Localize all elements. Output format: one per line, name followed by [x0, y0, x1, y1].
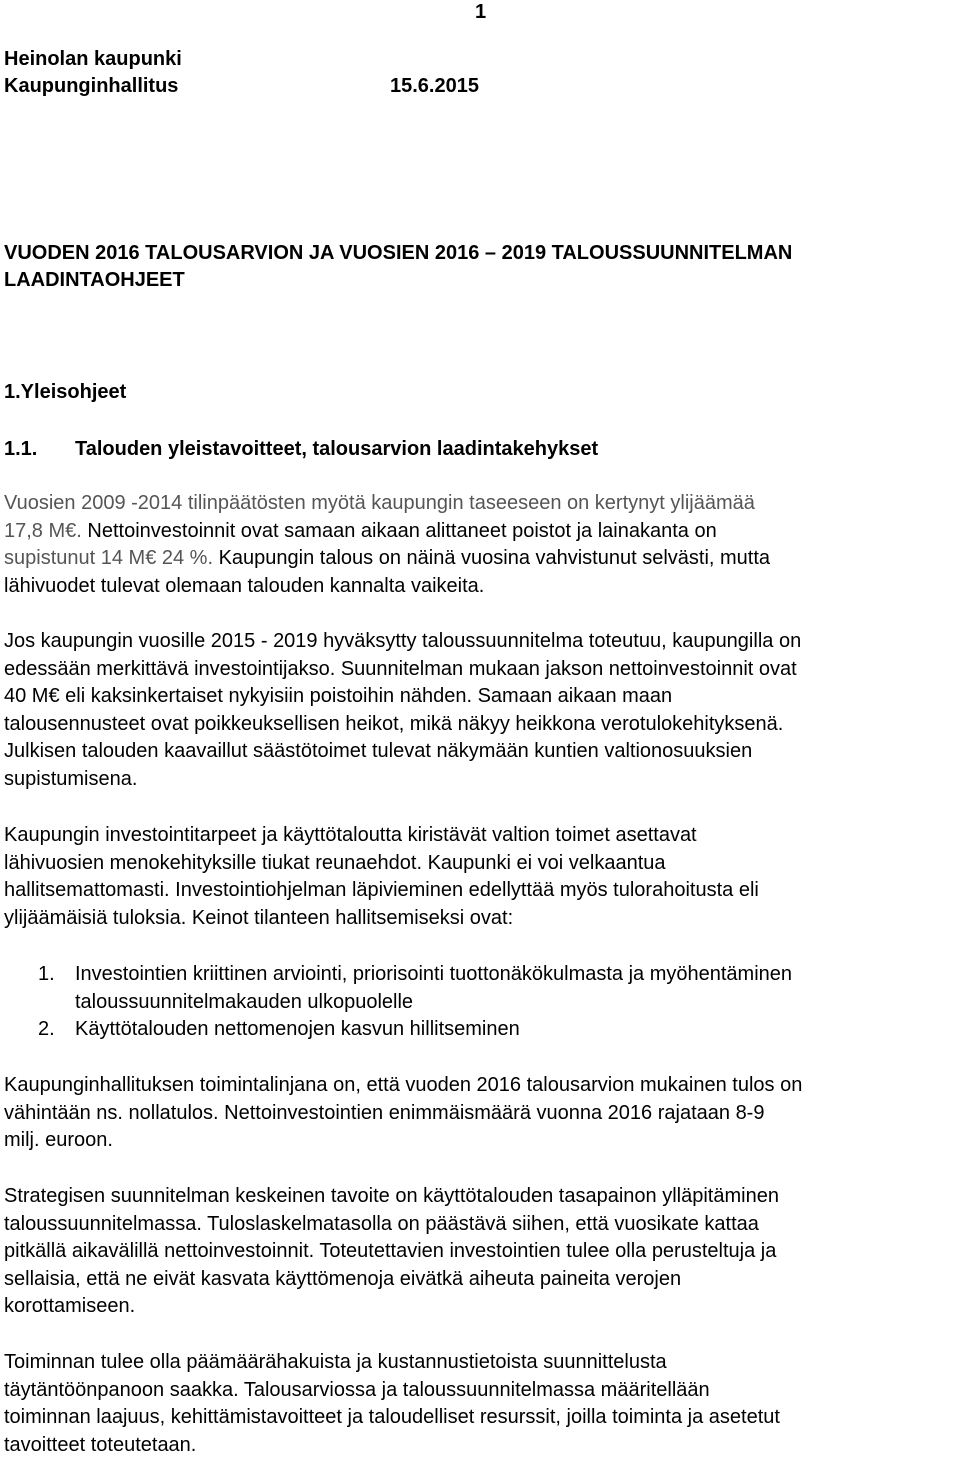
paragraph-3-line: hallitsemattomasti. Investointiohjelman läpivieminen edellyttää myös tulorahoitusta eli	[4, 879, 759, 902]
paragraph-5-line: Strategisen suunnitelman keskeinen tavoite on käyttötalouden tasapainon ylläpitäminen	[4, 1185, 779, 1207]
paragraph-5-line: korottamiseen.	[4, 1295, 136, 1318]
document-title-line-2: LAADINTAOHJEET	[4, 269, 185, 291]
paragraph-4-line: milj. euroon.	[4, 1129, 113, 1152]
page-number: 1	[475, 1, 487, 23]
paragraph-2	[4, 628, 960, 794]
subsection-number: 1.1.	[4, 438, 38, 460]
paragraph-2-line: 40 M€ eli kaksinkertaiset nykyisiin poistoihin nähden. Samaan aikaan maan	[4, 685, 673, 708]
paragraph-5-line: taloussuunnitelmassa. Tuloslaskelmatasolla on päästävä siihen, että vuosikate kattaa	[4, 1212, 759, 1235]
text-run: supistunut 14 M€ 24 %.	[4, 547, 219, 570]
text-run: Kaupungin talous on näinä vuosina vahvistunut selvästi, mutta	[218, 547, 771, 570]
paragraph-2-line: Julkisen talouden kaavaillut säästötoimet tulevat näkymään kuntien valtionosuuksien	[4, 740, 753, 763]
paragraph-6-line: toiminnan laajuus, kehittämistavoitteet ja taloudelliset resurssit, joilla toiminta ja asetetut	[4, 1406, 780, 1429]
paragraph-6-line: tavoitteet toteutetaan.	[4, 1433, 197, 1456]
paragraph-4-line: vähintään ns. nollatulos. Nettoinvestointien enimmäismäärä vuonna 2016 rajataan 8-9	[4, 1101, 765, 1124]
list-item-text	[75, 961, 792, 1016]
paragraph-5	[4, 1183, 960, 1321]
paragraph-6-line: Toiminnan tulee olla päämäärähakuista ja kustannustietoista suunnittelusta	[4, 1351, 667, 1373]
paragraph-1-line	[4, 545, 960, 573]
paragraph-3	[4, 822, 960, 932]
paragraph-2-line: edessään merkittävä investointijakso. Suunnitelman mukaan jakson nettoinvestoinnit ovat	[4, 657, 797, 680]
paragraph-4	[4, 1072, 960, 1155]
text-run: Nettoinvestoinnit ovat samaan aikaan alittaneet poistot ja lainakanta on	[87, 519, 717, 542]
organization-name: Heinolan kaupunki	[4, 48, 182, 70]
paragraph-1	[4, 490, 960, 600]
section-heading: 1.Yleisohjeet	[4, 381, 127, 403]
paragraph-4-line: Kaupunginhallituksen toimintalinjana on, että vuoden 2016 talousarvion mukainen tulos on	[4, 1074, 803, 1096]
council-name: Kaupunginhallitus	[4, 75, 179, 97]
list-item-number: 1.	[38, 963, 55, 985]
paragraph-1-line: lähivuodet tulevat olemaan talouden kannalta vaikeita.	[4, 574, 485, 597]
paragraph-3-line: ylijäämäisiä tuloksia. Keinot tilanteen hallitsemiseksi ovat:	[4, 906, 514, 929]
document-date: 15.6.2015	[390, 75, 479, 97]
paragraph-5-line: sellaisia, että ne eivät kasvata käyttömenoja eivätkä aiheuta paineita verojen	[4, 1267, 682, 1290]
list-item-number: 2.	[38, 1018, 55, 1040]
paragraph-6-line: täytäntöönpanoon saakka. Talousarviossa ja taloussuunnitelmassa määritellään	[4, 1378, 710, 1401]
list-item-text	[75, 1016, 520, 1044]
paragraph-1-line: Vuosien 2009 -2014 tilinpäätösten myötä kaupungin taseeseen on kertynyt ylijäämää	[4, 492, 755, 514]
list-item-line: Investointien kriittinen arviointi, priorisointi tuottonäkökulmasta ja myöhentäminen	[75, 963, 793, 985]
paragraph-2-line: supistumisena.	[4, 767, 138, 790]
list-item-line: taloussuunnitelmakauden ulkopuolelle	[75, 990, 414, 1013]
document-title-line-1: VUODEN 2016 TALOUSARVION JA VUOSIEN 2016 – 2019 TALOUSSUUNNITELMAN	[4, 242, 793, 264]
paragraph-1-line	[4, 518, 960, 546]
paragraph-2-line: Jos kaupungin vuosille 2015 - 2019 hyväksytty taloussuunnitelma toteutuu, kaupungilla on	[4, 630, 802, 652]
paragraph-3-line: lähivuosien menokehityksille tiukat reunaehdot. Kaupunki ei voi velkaantua	[4, 851, 666, 874]
paragraph-6	[4, 1349, 960, 1459]
text-run: 17,8 M€.	[4, 519, 88, 542]
paragraph-2-line: talousennusteet ovat poikkeuksellisen heikot, mikä näkyy heikkona verotulokehityksenä.	[4, 712, 784, 735]
list-item-line: Käyttötalouden nettomenojen kasvun hillitseminen	[75, 1018, 520, 1040]
paragraph-3-line: Kaupungin investointitarpeet ja käyttötaloutta kiristävät valtion toimet asettavat	[4, 824, 697, 846]
subsection-title: Talouden yleistavoitteet, talousarvion laadintakehykset	[75, 438, 599, 460]
paragraph-5-line: pitkällä aikavälillä nettoinvestoinnit. Toteutettavien investointien tulee olla perusteltuja ja	[4, 1240, 777, 1263]
